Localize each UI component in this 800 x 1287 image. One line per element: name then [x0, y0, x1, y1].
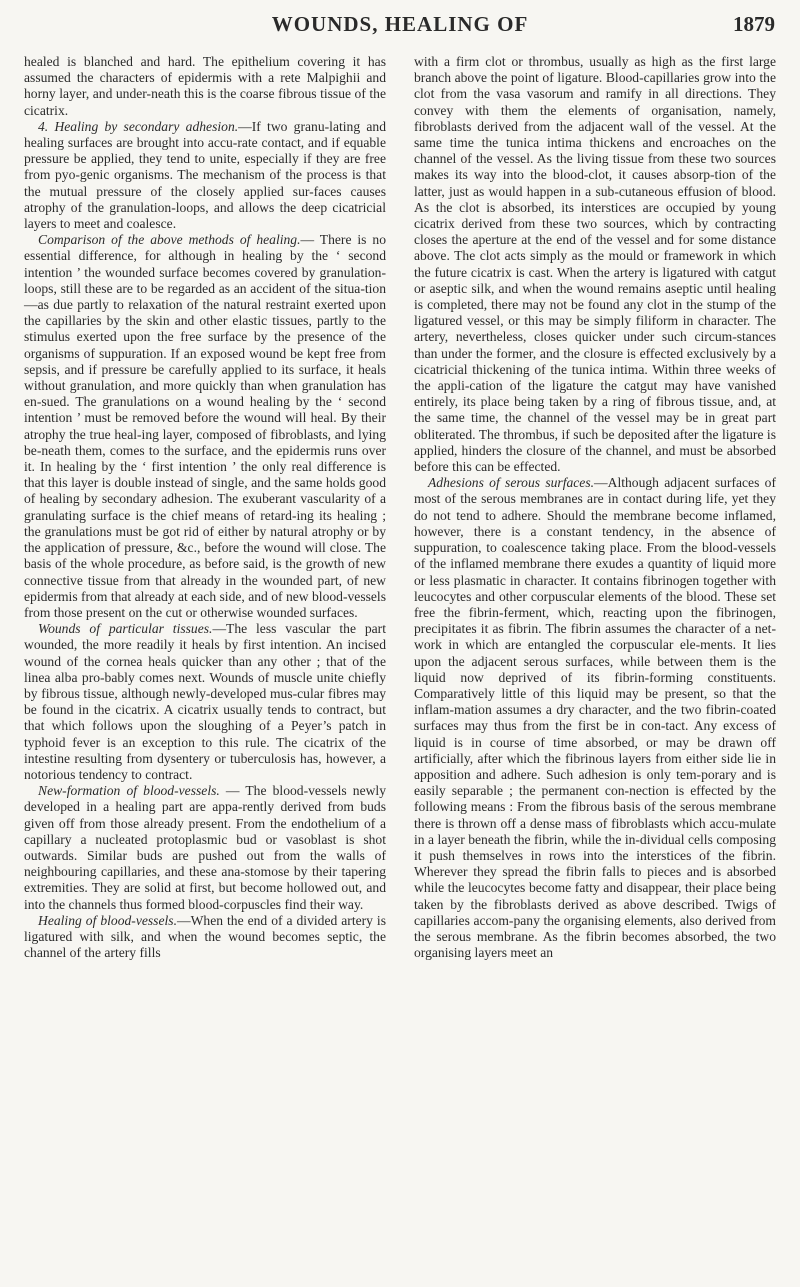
paragraph-text: —If two granu-lating and healing surfaces are brought into accu-rate contact, and if equable pressure be applied, they tend to unite, especially if they are free from pyo-genic organisms. The mechanism of the process is that the mutual pressure of the closely applied sur-faces causes atrophy of the granulation-loops, and allows the deep cicatricial layers to meet and coalesce. [24, 118, 386, 232]
page-number: 1879 [733, 12, 775, 36]
paragraph [24, 119, 386, 232]
paragraph-text: —The less vascular the part wounded, the more readily it heals by first intention. An incised wound of the cornea heals quicker than any other ; that of the linea alba pro-bably comes next. Wounds of muscle unite chiefly by fibrous tissue, although newly-developed mus-cular fibres may be found in the cicatrix. A cicatrix usually tends to contract, but that which follows upon the sloughing of a Peyer’s patch in typhoid fever is an exception to this rule. The cicatrix of the intestine resulting from dysentery or tuberculosis has, however, a notorious tendency to contract. [24, 621, 386, 782]
paragraph [24, 621, 386, 783]
paragraph-text: with a firm clot or thrombus, usually as high as the first large branch above the point of ligature. Blood-capillaries grow into the clot from the vasa vasorum and ramify in all directions. They convey with them the elements of organisation, namely, fibroblasts derived from the adjacent wall of the vessel. At the same time the tunica intima thickens and encroaches on the channel of the vessel. As the living tissue from these two sources makes its way into the blood-clot, it causes absorp-tion of the latter, just as would happen in a sub-cutaneous effusion of blood. As the clot is absorbed, its interstices are occupied by young cicatrix derived from these two sources, which by contracting closes the aperture at the end of the vessel and for some distance above. The clot acts simply as the mould or framework in which the future cicatrix is cast. When the artery is ligatured with catgut or aseptic silk, and when the wound remains aseptic until healing is completed, there may not be found any clot in the stump of the ligatured vessel, or this may be simply filiform in character. The artery, nevertheless, closes quicker under such circum-stances than under the former, and the closure is effected exclusively by a cicatricial thickening of the tunica intima. Within three weeks of the appli-cation of the ligature the catgut may have vanished entirely, its place being taken by a ring of fibrous tissue, and, at the same time, the channel of the vessel may be in great part obliterated. The thrombus, if such be deposited after the ligature is applied, hinders the closure of the channel, and must be absorbed before this can be effected. [414, 54, 776, 475]
running-title: WOUNDS, HEALING OF [271, 12, 529, 36]
paragraph [414, 54, 776, 475]
paragraph-text: —Although adjacent surfaces of most of the serous membranes are in contact during life, yet they do not tend to adhere. Should the membrane become inflamed, however, there is a constant tendency, in the absence of suppuration, to coalescence taking place. From the blood-vessels of the inflamed membrane there exudes a quantity of liquid more or less plasmatic in character. It contains fibrinogen together with leucocytes and other corpuscular elements of the blood. These set free the fibrin-ferment, which, reacting upon the fibrinogen, precipitates it as fibrin. The fibrin assumes the character of a net-work in which are entangled the corpuscular ele-ments. It lies upon the adjacent serous surfaces, while between them is the liquid now deprived of its fibrin-forming constituents. Comparatively little of this liquid may be present, so that the inflam-mation assumes a dry character, and the two fibrin-coated surfaces may thus from the first be in con-tact. Any excess of liquid is in course of time absorbed, or may be drawn off artificially, after which the fibrinous layers from either side lie in apposition and adhere. Such adhesion is only tem-porary and is easily separable ; the permanent con-nection is effected by the following means : From the fibrous basis of the serous membrane there is thrown off a dense mass of fibroblasts which accu-mulate in a layer beneath the fibrin, while the in-dividual cells composing it push themselves in rows into the interstices of the fibrin. Wherever they spread the fibrin falls to pieces and is absorbed while the leucocytes become fatty and disappear, their place being taken by the fibroblasts derived as above described. Twigs of capillaries accom-pany the organising elements, also derived from the serous membrane. As the fibrin becomes absorbed, the two organising layers meet an [414, 475, 776, 961]
paragraph-heading: Healing of blood-vessels. [38, 912, 177, 928]
paragraph [24, 54, 386, 119]
paragraph [24, 913, 386, 962]
right-column [414, 54, 776, 961]
paragraph-heading: Wounds of particular tissues. [38, 621, 213, 637]
paragraph-heading: New-formation of blood-vessels. [38, 783, 220, 799]
paragraph-text: — There is no essential difference, for although in healing by the ‘ second intention ’ the wounded surface becomes covered by granulation-loops, still these are to be regarded as an accident of the situa-tion—as due partly to relaxation of the natural restraint exerted upon the capillaries by the skin and other elastic tissues, partly to the stimulus exerted upon the free surface by the presence of the organisms of suppuration. If an exposed wound be kept free from sepsis, and if pressure be carefully applied to its surface, it heals without granulation, and more quickly than when granulation has en-sued. The granulations on a wound healing by the ‘ second intention ’ must be removed before the wound will heal. By their atrophy the true heal-ing layer, composed of fibroblasts, and lying be-neath them, comes to the surface, and the epidermis runs over it. In healing by the ‘ first intention ’ the only real difference is that this layer is double instead of single, and the same holds good of healing by secondary adhesion. The exuberant vascularity of a granulating surface is the chief means of retard-ing its healing ; the granulations must be got rid of either by natural atrophy or by the application of pressure, &c., before the wound will close. The basis of the whole procedure, as before said, is the growth of new connective tissue from that already in the wounded part, of new epidermis from that already at each side, and of new blood-vessels from those present on the cut or otherwise wounded surfaces. [24, 232, 386, 620]
paragraph-text: — The blood-vessels newly developed in a healing part are appa-rently derived from buds given off from those already present. From the endothelium of a capillary a nucleated protoplasmic bud or vasoblast is shot outwards. Similar buds are pushed out from the walls of neighbouring capillaries, and these ana-stomose by their tapering extremities. They are solid at first, but become hollowed out, and into the channels thus formed blood-corpuscles find their way. [24, 783, 386, 912]
left-column [24, 54, 386, 961]
paragraph-heading: Comparison of the above methods of healing. [38, 232, 301, 248]
paragraph-heading: Adhesions of serous surfaces. [428, 475, 595, 491]
paragraph-text: —When the end of a divided artery is ligatured with silk, and when the wound becomes septic, the channel of the artery fills [24, 912, 386, 961]
paragraph [414, 475, 776, 961]
paragraph-heading: 4. Healing by secondary adhesion. [38, 118, 239, 134]
paragraph [24, 783, 386, 913]
paragraph-text: healed is blanched and hard. The epithelium covering it has assumed the characters of epidermis with a rete Malpighii and horny layer, and under-neath this is the coarse fibrous tissue of the cicatrix. [24, 54, 386, 118]
paragraph [24, 232, 386, 621]
running-header [0, 6, 800, 40]
